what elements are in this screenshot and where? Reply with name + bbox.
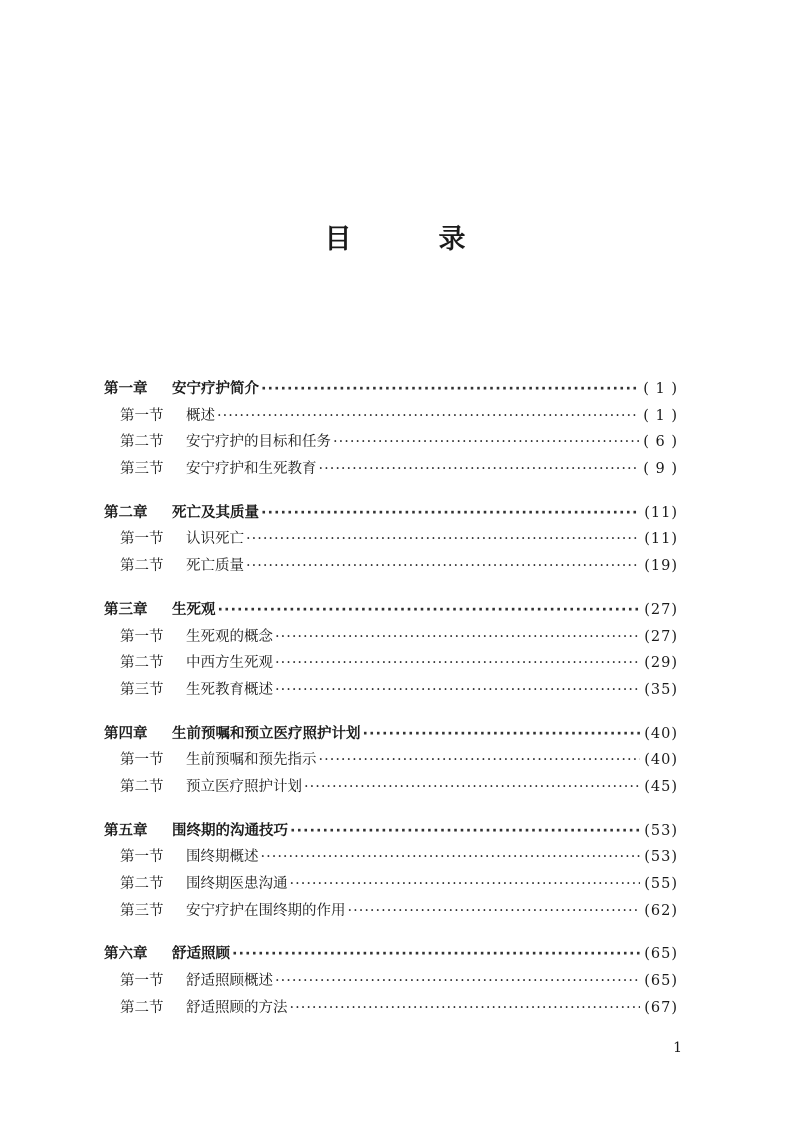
dot-leader [246,526,640,553]
section-page: (35) [644,681,678,698]
chapter-title: 围终期的沟通技巧 [172,822,288,839]
section-title: 舒适照顾的方法 [186,999,288,1016]
chapter-page: ( 1 ) [643,381,678,397]
toc-chapter-row[interactable] [104,500,678,527]
section-title: 死亡质量 [186,558,244,575]
section-page: (19) [644,558,678,575]
dot-leader [363,721,641,748]
dot-leader [333,429,639,456]
section-page: (65) [644,973,678,990]
toc-section-row[interactable] [104,456,678,483]
section-title: 概述 [186,407,215,424]
dot-leader [261,500,640,527]
section-number: 第二节 [120,655,164,672]
section-page: (27) [644,628,678,645]
toc-section-row[interactable] [104,650,678,677]
section-number: 第三节 [120,461,164,478]
chapter-number: 第四章 [104,725,148,742]
section-title: 围终期医患沟通 [186,876,288,892]
toc-section-row[interactable] [104,898,678,925]
section-page: (62) [644,902,678,919]
section-page: (53) [644,849,678,866]
toc-chapter [104,721,678,801]
chapter-title: 死亡及其质量 [172,504,259,521]
chapter-number: 第六章 [104,946,148,963]
section-number: 第三节 [120,902,164,919]
section-title: 预立医疗照护计划 [186,778,302,795]
section-page: (67) [644,999,678,1016]
dot-leader [246,553,640,580]
section-number: 第一节 [120,407,164,424]
toc-section-row[interactable] [104,429,678,456]
chapter-page: (40) [644,725,678,742]
section-number: 第一节 [120,973,164,990]
chapter-title: 生前预嘱和预立医疗照护计划 [172,725,361,742]
dot-leader [319,456,640,483]
dot-leader [275,624,640,651]
section-title: 生死教育概述 [186,681,273,698]
section-title: 舒适照顾概述 [186,973,273,990]
toc-chapter [104,500,678,580]
dot-leader [218,597,641,624]
toc-section-row[interactable] [104,624,678,651]
toc-section-row[interactable] [104,871,678,898]
toc-chapter [104,597,678,704]
section-title: 围终期概述 [186,849,259,866]
dot-leader [232,941,640,968]
chapter-page: (65) [644,946,678,963]
toc-section-row[interactable] [104,403,678,430]
dot-leader [217,403,639,430]
section-number: 第一节 [120,628,164,645]
toc-chapter-row[interactable] [104,376,678,403]
section-number: 第二节 [120,558,164,575]
section-title: 生死观的概念 [186,628,273,645]
section-number: 第三节 [120,681,164,698]
dot-leader [304,774,640,801]
toc-section-row[interactable] [104,526,678,553]
dot-leader [290,818,640,845]
section-page: ( 1 ) [643,407,678,424]
section-page: (40) [644,752,678,769]
section-title: 认识死亡 [186,531,244,548]
chapter-title: 安宁疗护简介 [172,381,259,397]
toc-chapter-row[interactable] [104,818,678,845]
section-title: 安宁疗护的目标和任务 [186,434,331,451]
section-number: 第一节 [120,752,164,769]
chapter-title: 生死观 [172,601,216,618]
section-title: 安宁疗护和生死教育 [186,461,317,478]
chapter-number: 第三章 [104,601,148,618]
section-number: 第一节 [120,531,164,548]
section-number: 第二节 [120,876,164,892]
section-number: 第一节 [120,849,164,866]
chapter-page: (11) [644,504,678,521]
toc-section-row[interactable] [104,553,678,580]
toc-section-row[interactable] [104,968,678,995]
dot-leader [290,995,641,1022]
dot-leader [348,898,641,925]
chapter-number: 第五章 [104,822,148,839]
page-title: 目 录 [324,224,496,255]
section-title: 安宁疗护在围终期的作用 [186,902,346,919]
section-number: 第二节 [120,999,164,1016]
table-of-contents [104,376,678,1038]
dot-leader [275,677,640,704]
toc-chapter-row[interactable] [104,941,678,968]
chapter-page: (53) [644,822,678,839]
section-page: (11) [644,531,678,548]
section-number: 第二节 [120,778,164,795]
toc-chapter-row[interactable] [104,721,678,748]
section-page: ( 9 ) [643,461,678,478]
section-page: ( 6 ) [643,434,678,451]
dot-leader [275,968,640,995]
chapter-title: 舒适照顾 [172,946,230,963]
dot-leader [261,844,641,871]
section-number: 第二节 [120,434,164,451]
dot-leader [275,650,640,677]
toc-section-row[interactable] [104,677,678,704]
section-title: 中西方生死观 [186,655,273,672]
chapter-number: 第一章 [104,381,148,397]
chapter-number: 第二章 [104,504,148,521]
dot-leader [290,871,641,898]
toc-section-row[interactable] [104,995,678,1022]
toc-chapter [104,376,678,483]
toc-chapter [104,818,678,925]
toc-section-row[interactable] [104,844,678,871]
dot-leader [319,747,641,774]
section-page: (55) [644,876,678,892]
toc-chapter-row[interactable] [104,597,678,624]
toc-chapter [104,941,678,1021]
section-page: (45) [644,778,678,795]
toc-section-row[interactable] [104,747,678,774]
dot-leader [261,376,639,403]
toc-section-row[interactable] [104,774,678,801]
section-title: 生前预嘱和预先指示 [186,752,317,769]
section-page: (29) [644,655,678,672]
chapter-page: (27) [644,601,678,618]
page-number: 1 [673,1040,682,1056]
